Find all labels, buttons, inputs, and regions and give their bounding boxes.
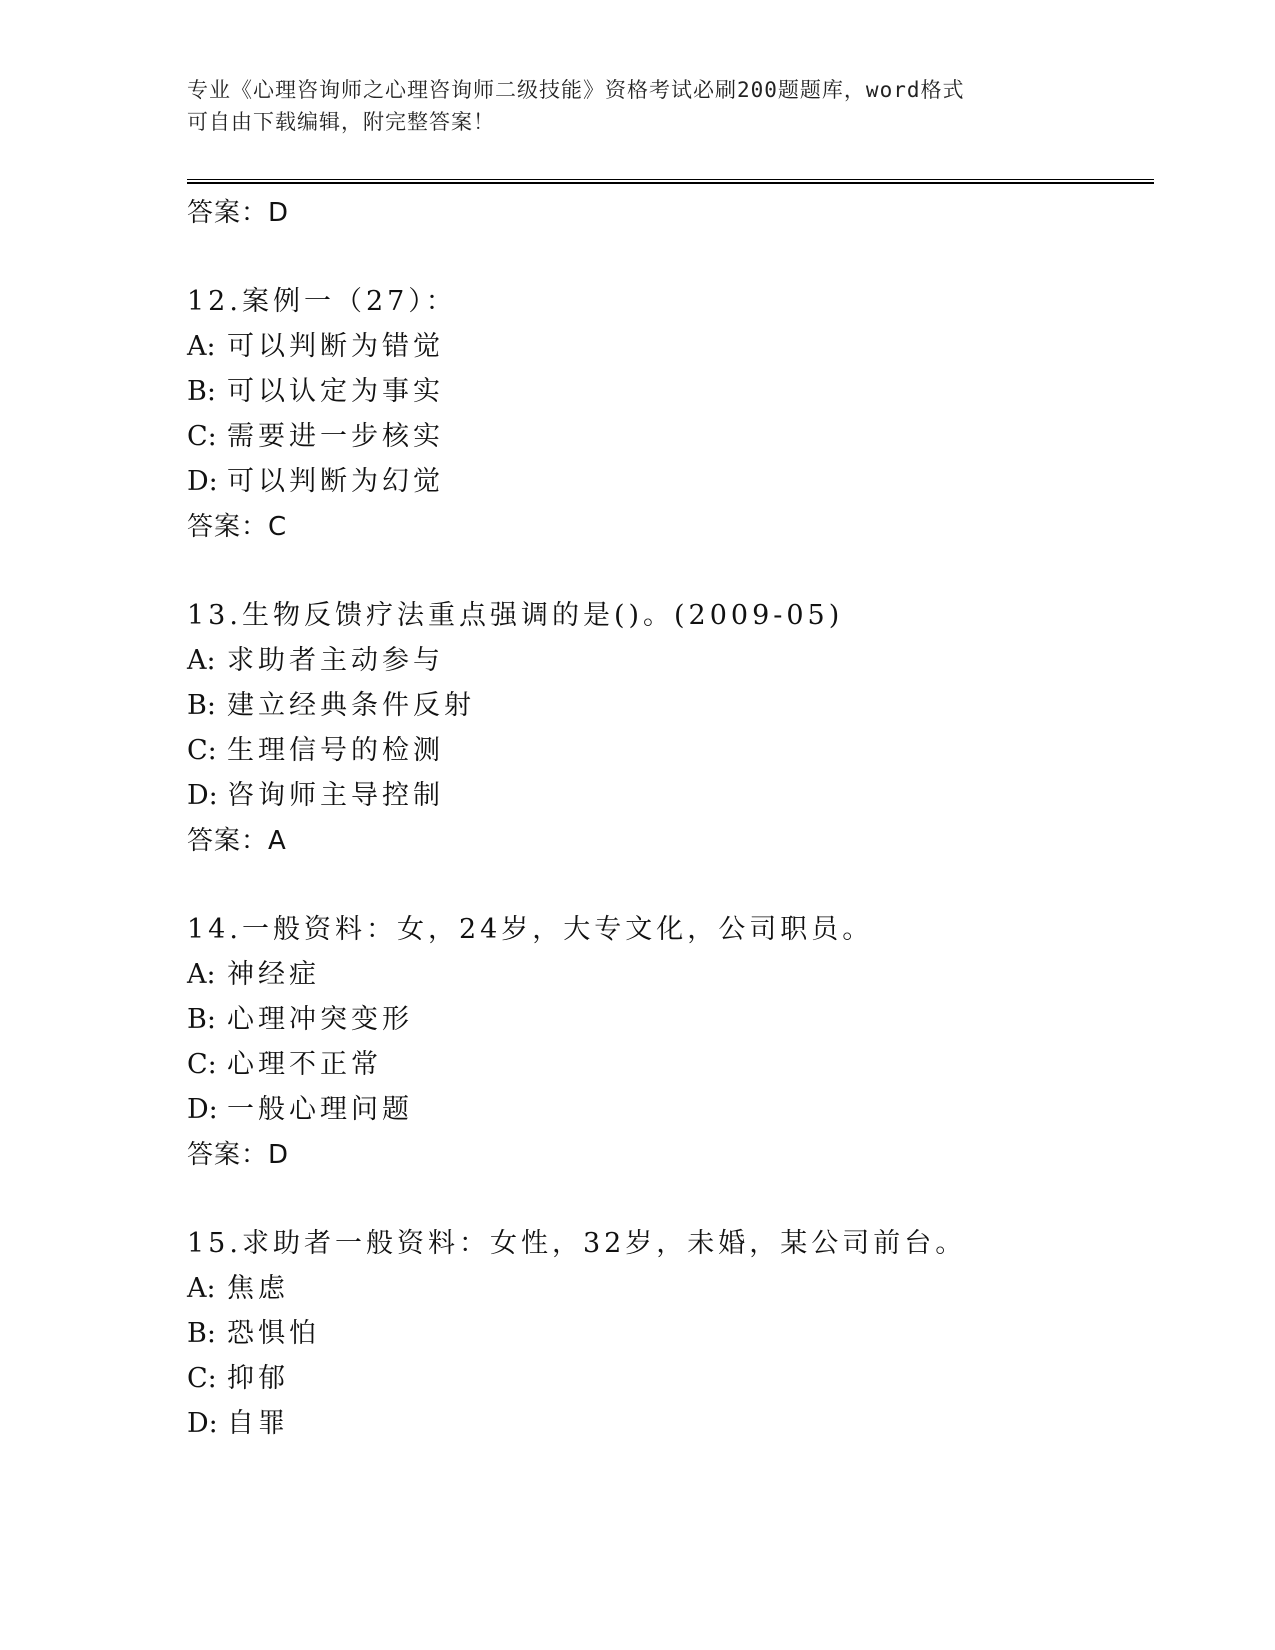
option-text: 生理信号的检测 [227, 735, 444, 766]
option-text: 建立经典条件反射 [227, 690, 475, 721]
header-line-2: 可自由下载编辑，附完整答案！ [187, 110, 495, 134]
option-text: 可以判断为幻觉 [227, 466, 444, 497]
option-d [187, 773, 1147, 818]
spacer [187, 864, 1147, 907]
option-b [187, 683, 1147, 728]
answer-line [187, 818, 1147, 864]
option-letter: C: [187, 1363, 217, 1394]
header-divider-thin [187, 179, 1154, 180]
option-letter: C: [187, 1049, 217, 1080]
question-stem: 14.一般资料：女，24岁，大专文化，公司职员。 [187, 914, 874, 945]
option-text: 心理冲突变形 [227, 1004, 413, 1035]
option-letter: C: [187, 421, 217, 452]
answer-line [187, 504, 1147, 550]
question-stem: 15.求助者一般资料：女性，32岁，未婚，某公司前台。 [187, 1228, 967, 1259]
option-a [187, 324, 1147, 369]
option-letter: B: [187, 1318, 216, 1349]
option-letter: A: [187, 1273, 216, 1304]
option-b [187, 369, 1147, 414]
option-d [187, 459, 1147, 504]
option-text: 需要进一步核实 [227, 421, 444, 452]
option-c [187, 1356, 1147, 1401]
answer-line [187, 190, 1147, 236]
option-text: 神经症 [227, 959, 320, 990]
answer-value: D [268, 1140, 290, 1170]
option-d [187, 1401, 1147, 1446]
option-letter: D: [187, 1408, 218, 1439]
question-stem: 12.案例一（27）： [187, 286, 457, 317]
header-divider-thick [187, 182, 1154, 184]
question-list [187, 190, 1147, 1446]
option-letter: C: [187, 735, 217, 766]
document-header [187, 74, 1087, 138]
option-text: 心理不正常 [227, 1049, 382, 1080]
option-letter: B: [187, 376, 216, 407]
option-letter: D: [187, 466, 218, 497]
answer-label: 答案： [187, 826, 269, 856]
option-a [187, 952, 1147, 997]
option-b [187, 1311, 1147, 1356]
option-letter: B: [187, 690, 216, 721]
option-text: 求助者主动参与 [227, 645, 444, 676]
option-text: 咨询师主导控制 [227, 780, 444, 811]
option-letter: A: [187, 331, 216, 362]
option-b [187, 997, 1147, 1042]
answer-line [187, 1132, 1147, 1178]
answer-label: 答案： [187, 512, 269, 542]
option-text: 恐惧怕 [227, 1318, 320, 1349]
option-text: 抑郁 [227, 1363, 289, 1394]
option-text: 焦虑 [227, 1273, 289, 1304]
option-text: 可以判断为错觉 [227, 331, 444, 362]
option-c [187, 1042, 1147, 1087]
option-letter: A: [187, 645, 216, 676]
option-letter: D: [187, 1094, 218, 1125]
option-letter: A: [187, 959, 216, 990]
spacer [187, 236, 1147, 279]
option-letter: D: [187, 780, 218, 811]
answer-value: C [268, 512, 288, 542]
option-a [187, 638, 1147, 683]
answer-value: D [268, 198, 290, 228]
header-line-1: 专业《心理咨询师之心理咨询师二级技能》资格考试必刷200题题库，word格式 [187, 78, 965, 102]
option-text: 可以认定为事实 [227, 376, 444, 407]
answer-label: 答案： [187, 1140, 269, 1170]
option-letter: B: [187, 1004, 216, 1035]
option-text: 自罪 [227, 1408, 289, 1439]
question-stem: 13.生物反馈疗法重点强调的是()。(2009-05) [187, 600, 844, 631]
spacer [187, 1178, 1147, 1221]
spacer [187, 550, 1147, 593]
option-a [187, 1266, 1147, 1311]
option-d [187, 1087, 1147, 1132]
answer-label: 答案： [187, 198, 269, 228]
option-c [187, 728, 1147, 773]
answer-value: A [268, 826, 287, 856]
option-text: 一般心理问题 [227, 1094, 413, 1125]
option-c [187, 414, 1147, 459]
